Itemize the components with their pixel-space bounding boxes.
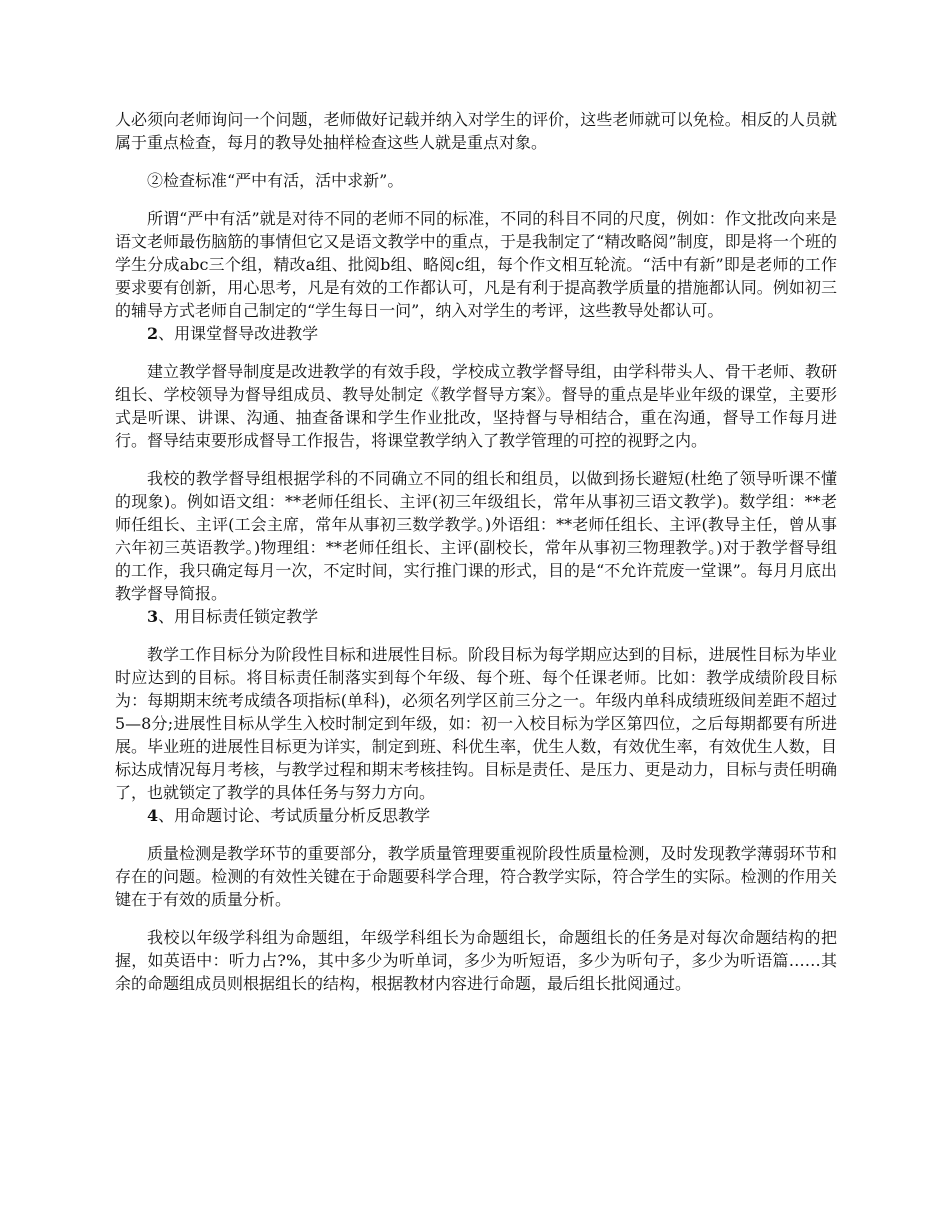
section-number: 4 <box>147 806 159 825</box>
paragraph-supervision-system: 建立教学督导制度是改进教学的有效手段，学校成立教学督导组，由学科带头人、骨干老师、教研组长、学校领导为督导组成员、教导处制定《教学督导方案》。督导的重点是毕业年级的课堂，主要形式是听课、讲课、沟通、抽查备课和学生作业批改，坚持督与导相结合，重在沟通，督导工作每月进行。督导结束要形成督导工作报告，将课堂教学纳入了教学管理的可控的视野之内。 <box>115 362 837 450</box>
paragraph-quality-testing: 质量检测是教学环节的重要部分，教学质量管理要重视阶段性质量检测，及时发现教学薄弱环节和存在的问题。检测的有效性关键在于命题要科学合理，符合教学实际，符合学生的实际。检测的作用关键在于有效的质量分析。 <box>115 844 837 909</box>
section-title: 、用课堂督导改进教学 <box>158 324 319 343</box>
section-title: 、用目标责任锁定教学 <box>158 607 319 626</box>
section-number: 3 <box>147 607 159 626</box>
section-heading-4 <box>115 804 837 827</box>
section-heading-3 <box>115 605 837 628</box>
paragraph-targets: 教学工作目标分为阶段性目标和进展性目标。阶段目标为每学期应达到的目标，进展性目标为毕业时应达到的目标。将目标责任制落实到每个年级、每个班、每个任课老师。比如：教学成绩阶段目标为：每期期末统考成绩各项指标(单科)，必须名列学区前三分之一。年级内单科成绩班级间差距不超过5—8分;进展性目标从学生入校时制定到年级，如：初一入校目标为学区第四位，之后每期都要有所进展。毕业班的进展性目标更为详实，制定到班、科优生率，优生人数，有效优生率，有效优生人数，目标达成情况每月考核，与教学过程和期末考核挂钩。目标是责任、是压力、更是动力，目标与责任明确了，也就锁定了教学的具体任务与努力方向。 <box>115 645 837 802</box>
section-heading-2 <box>115 322 837 345</box>
paragraph-continued: 人必须向老师询问一个问题，老师做好记载并纳入对学生的评价，这些老师就可以免检。相反的人员就属于重点检查，每月的教导处抽样检查这些人就是重点对象。 <box>115 110 837 152</box>
paragraph-supervision-groups: 我校的教学督导组根据学科的不同确立不同的组长和组员，以做到扬长避短(杜绝了领导听课不懂的现象)。例如语文组：**老师任组长、主评(初三年级组长，常年从事初三语文教学)。数学组：**老师任组长、主评(工会主席，常年从事初三数学教学。)外语组：**老师任组长、主评(教导主任，曾从事六年初三英语教学。)物理组：**老师任组长、主评(副校长，常年从事初三物理教学。)对于教学督导组的工作，我只确定每月一次，不定时间，实行推门课的形式，目的是“不允许荒废一堂课”。每月月底出教学督导简报。 <box>115 469 837 603</box>
paragraph-check-standard: ②检查标准“严中有活，活中求新”。 <box>147 171 404 190</box>
section-title: 、用命题讨论、考试质量分析反思教学 <box>158 806 431 825</box>
document-body <box>115 108 837 995</box>
section-number: 2 <box>147 324 159 343</box>
paragraph-exam-design: 我校以年级学科组为命题组，年级学科组长为命题组长，命题组长的任务是对每次命题结构的把握，如英语中：听力占?%，其中多少为听单词，多少为听短语，多少为听句子，多少为听语篇……其余的命题组成员则根据组长的结构，根据教材内容进行命题，最后组长批阅通过。 <box>115 928 837 993</box>
paragraph-strict-flexible: 所谓“严中有活”就是对待不同的老师不同的标准，不同的科目不同的尺度，例如：作文批改向来是语文老师最伤脑筋的事情但它又是语文教学中的重点，于是我制定了“精改略阅”制度，即是将一个班的学生分成abc三个组，精改a组、批阅b组、略阅c组，每个作文相互轮流。“活中有新”即是老师的工作要求要有创新，用心思考，凡是有效的工作都认可，凡是有利于提高教学质量的措施都认同。例如初三的辅导方式老师自己制定的“学生每日一问”，纳入对学生的考评，这些教导处都认可。 <box>115 209 837 320</box>
